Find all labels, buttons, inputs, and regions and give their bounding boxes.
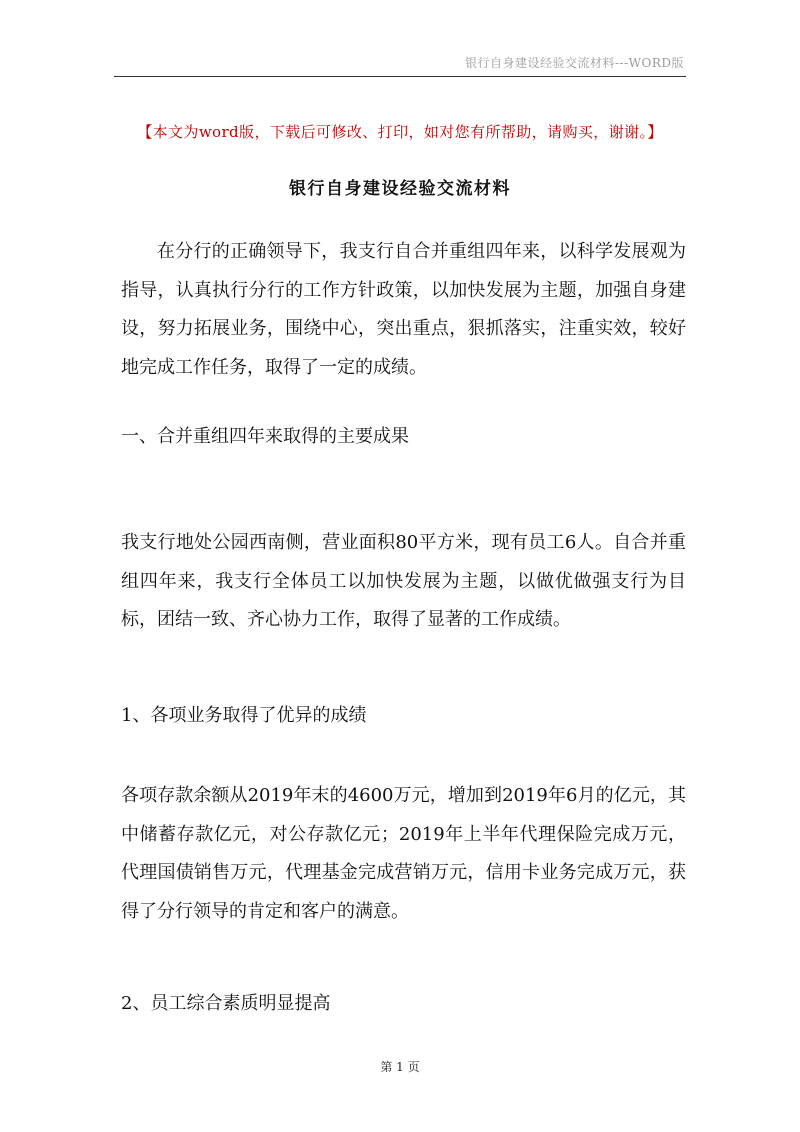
item-heading-2: 2、员工综合素质明显提高 <box>121 993 331 1014</box>
intro-paragraph: 在分行的正确领导下，我支行自合并重组四年来，以科学发展观为指导，认真执行分行的工作方针政策，以加快发展为主题，加强自身建设，努力拓展业务，围绕中心，突出重点，狠抓落实，注重实效，较好地完成工作任务，取得了一定的成绩。 <box>121 241 686 378</box>
section-heading-1: 一、合并重组四年来取得的主要成果 <box>121 426 409 447</box>
download-notice: 【本文为word版，下载后可修改、打印，如对您有所帮助，请购买，谢谢。】 <box>137 123 663 141</box>
page-number: 第 1 页 <box>380 1060 420 1074</box>
section1-paragraph: 我支行地处公园西南侧，营业面积80平方米，现有员工6人。自合并重组四年来，我支行全体员工以加快发展为主题，以做优做强支行为目标，团结一致、齐心协力工作，取得了显著的工作成绩。 <box>121 532 686 630</box>
document-title: 银行自身建设经验交流材料 <box>289 179 511 199</box>
running-header: 银行自身建设经验交流材料---WORD版 <box>465 56 684 70</box>
header-divider <box>114 76 686 77</box>
item-heading-1: 1、各项业务取得了优异的成绩 <box>121 705 367 726</box>
item1-paragraph: 各项存款余额从2019年末的4600万元，增加到2019年6月的亿元，其中储蓄存款亿元，对公存款亿元；2019年上半年代理保险完成万元，代理国债销售万元，代理基金完成营销万元，信用卡业务完成万元，获得了分行领导的肯定和客户的满意。 <box>121 785 686 922</box>
